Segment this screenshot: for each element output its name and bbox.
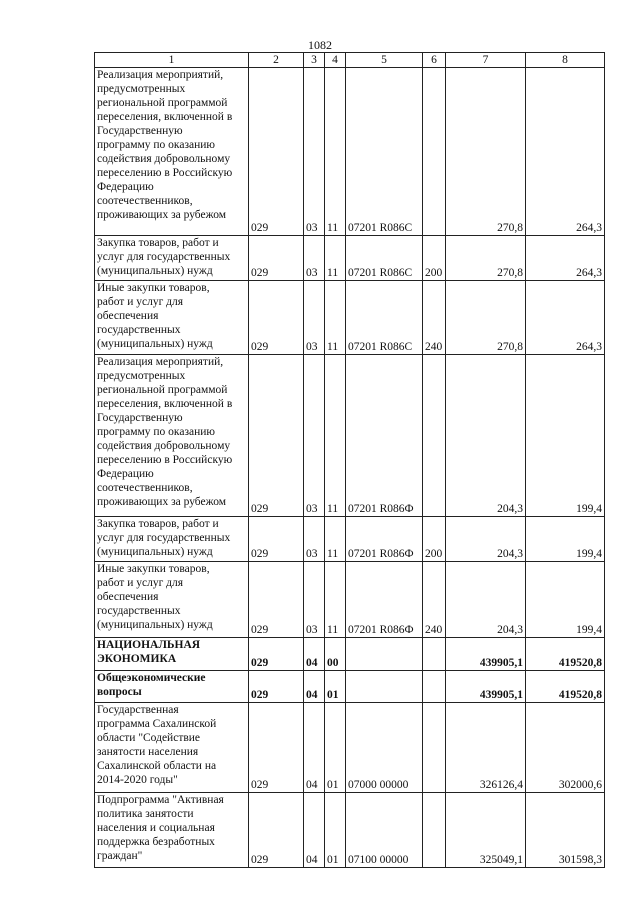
target-article-code: 07000 00000 bbox=[346, 703, 423, 793]
header-col-6: 6 bbox=[423, 53, 446, 68]
admin-code: 029 bbox=[249, 562, 304, 638]
table-row bbox=[95, 703, 605, 793]
row-name: Закупка товаров, работ и услуг для государственных (муниципальных) нужд bbox=[95, 236, 249, 281]
expense-type-code: 240 bbox=[423, 562, 446, 638]
admin-code: 029 bbox=[249, 793, 304, 868]
target-article-code: 07201 R086C bbox=[346, 236, 423, 281]
subsection-code: 01 bbox=[325, 671, 346, 703]
row-name: Иные закупки товаров, работ и услуг для обеспечения государственных (муниципальных) нужд bbox=[95, 562, 249, 638]
admin-code: 029 bbox=[249, 355, 304, 517]
admin-code: 029 bbox=[249, 236, 304, 281]
amount-col-7: 270,8 bbox=[446, 281, 526, 355]
row-name: Реализация мероприятий, предусмотренных региональной программой переселения, включенной в Государственную программу по оказанию содействия добровольному переселению в Российскую Федерацию соотечественников, проживающих за рубежом bbox=[95, 355, 249, 517]
amount-col-8: 199,4 bbox=[526, 562, 605, 638]
expense-type-code bbox=[423, 793, 446, 868]
header-col-8: 8 bbox=[526, 53, 605, 68]
table-row bbox=[95, 517, 605, 562]
header-col-7: 7 bbox=[446, 53, 526, 68]
section-code: 03 bbox=[304, 281, 325, 355]
expense-type-code: 200 bbox=[423, 236, 446, 281]
amount-col-8: 301598,3 bbox=[526, 793, 605, 868]
expense-type-code bbox=[423, 68, 446, 236]
row-name: Закупка товаров, работ и услуг для государственных (муниципальных) нужд bbox=[95, 517, 249, 562]
subsection-code: 11 bbox=[325, 68, 346, 236]
amount-col-7: 204,3 bbox=[446, 517, 526, 562]
row-name: Подпрограмма "Активная политика занятости населения и социальная поддержка безработных граждан" bbox=[95, 793, 249, 868]
amount-col-7: 439905,1 bbox=[446, 671, 526, 703]
amount-col-8: 264,3 bbox=[526, 236, 605, 281]
row-name: Общеэкономические вопросы bbox=[95, 671, 249, 703]
admin-code: 029 bbox=[249, 68, 304, 236]
subsection-code: 01 bbox=[325, 703, 346, 793]
page-number: 1082 bbox=[308, 38, 332, 52]
table-row bbox=[95, 638, 605, 671]
amount-col-7: 270,8 bbox=[446, 68, 526, 236]
section-code: 03 bbox=[304, 355, 325, 517]
header-col-5: 5 bbox=[346, 53, 423, 68]
section-code: 04 bbox=[304, 703, 325, 793]
expense-type-code bbox=[423, 355, 446, 517]
table-row bbox=[95, 562, 605, 638]
target-article-code: 07100 00000 bbox=[346, 793, 423, 868]
header-col-3: 3 bbox=[304, 53, 325, 68]
expense-type-code: 200 bbox=[423, 517, 446, 562]
subsection-code: 11 bbox=[325, 517, 346, 562]
header-col-2: 2 bbox=[249, 53, 304, 68]
target-article-code: 07201 R086Ф bbox=[346, 355, 423, 517]
section-code: 04 bbox=[304, 638, 325, 671]
section-code: 03 bbox=[304, 517, 325, 562]
target-article-code bbox=[346, 638, 423, 671]
row-name: Иные закупки товаров, работ и услуг для обеспечения государственных (муниципальных) нужд bbox=[95, 281, 249, 355]
amount-col-7: 204,3 bbox=[446, 355, 526, 517]
budget-table bbox=[94, 52, 605, 868]
amount-col-7: 270,8 bbox=[446, 236, 526, 281]
expense-type-code bbox=[423, 703, 446, 793]
header-row bbox=[95, 53, 605, 68]
row-name: НАЦИОНАЛЬНАЯ ЭКОНОМИКА bbox=[95, 638, 249, 671]
subsection-code: 11 bbox=[325, 281, 346, 355]
amount-col-8: 419520,8 bbox=[526, 671, 605, 703]
section-code: 03 bbox=[304, 68, 325, 236]
amount-col-8: 419520,8 bbox=[526, 638, 605, 671]
admin-code: 029 bbox=[249, 703, 304, 793]
table-row bbox=[95, 68, 605, 236]
target-article-code: 07201 R086C bbox=[346, 68, 423, 236]
expense-type-code bbox=[423, 671, 446, 703]
section-code: 03 bbox=[304, 236, 325, 281]
section-code: 03 bbox=[304, 562, 325, 638]
table-row bbox=[95, 281, 605, 355]
subsection-code: 11 bbox=[325, 236, 346, 281]
expense-type-code bbox=[423, 638, 446, 671]
table-row bbox=[95, 793, 605, 868]
subsection-code: 00 bbox=[325, 638, 346, 671]
amount-col-8: 199,4 bbox=[526, 355, 605, 517]
target-article-code bbox=[346, 671, 423, 703]
admin-code: 029 bbox=[249, 638, 304, 671]
amount-col-8: 264,3 bbox=[526, 281, 605, 355]
target-article-code: 07201 R086Ф bbox=[346, 517, 423, 562]
section-code: 04 bbox=[304, 793, 325, 868]
table-row bbox=[95, 355, 605, 517]
table-row bbox=[95, 236, 605, 281]
section-code: 04 bbox=[304, 671, 325, 703]
row-name: Государственная программа Сахалинской области "Содействие занятости населения Сахалинской области на 2014-2020 годы" bbox=[95, 703, 249, 793]
admin-code: 029 bbox=[249, 671, 304, 703]
header-col-4: 4 bbox=[325, 53, 346, 68]
amount-col-7: 204,3 bbox=[446, 562, 526, 638]
target-article-code: 07201 R086Ф bbox=[346, 562, 423, 638]
amount-col-8: 302000,6 bbox=[526, 703, 605, 793]
subsection-code: 11 bbox=[325, 355, 346, 517]
amount-col-7: 439905,1 bbox=[446, 638, 526, 671]
subsection-code: 01 bbox=[325, 793, 346, 868]
amount-col-7: 325049,1 bbox=[446, 793, 526, 868]
amount-col-7: 326126,4 bbox=[446, 703, 526, 793]
amount-col-8: 264,3 bbox=[526, 68, 605, 236]
admin-code: 029 bbox=[249, 281, 304, 355]
amount-col-8: 199,4 bbox=[526, 517, 605, 562]
row-name: Реализация мероприятий, предусмотренных региональной программой переселения, включенной в Государственную программу по оказанию содействия добровольному переселению в Российскую Федерацию соотечественников, проживающих за рубежом bbox=[95, 68, 249, 236]
admin-code: 029 bbox=[249, 517, 304, 562]
expense-type-code: 240 bbox=[423, 281, 446, 355]
target-article-code: 07201 R086C bbox=[346, 281, 423, 355]
header-col-1: 1 bbox=[95, 53, 249, 68]
subsection-code: 11 bbox=[325, 562, 346, 638]
table-row bbox=[95, 671, 605, 703]
